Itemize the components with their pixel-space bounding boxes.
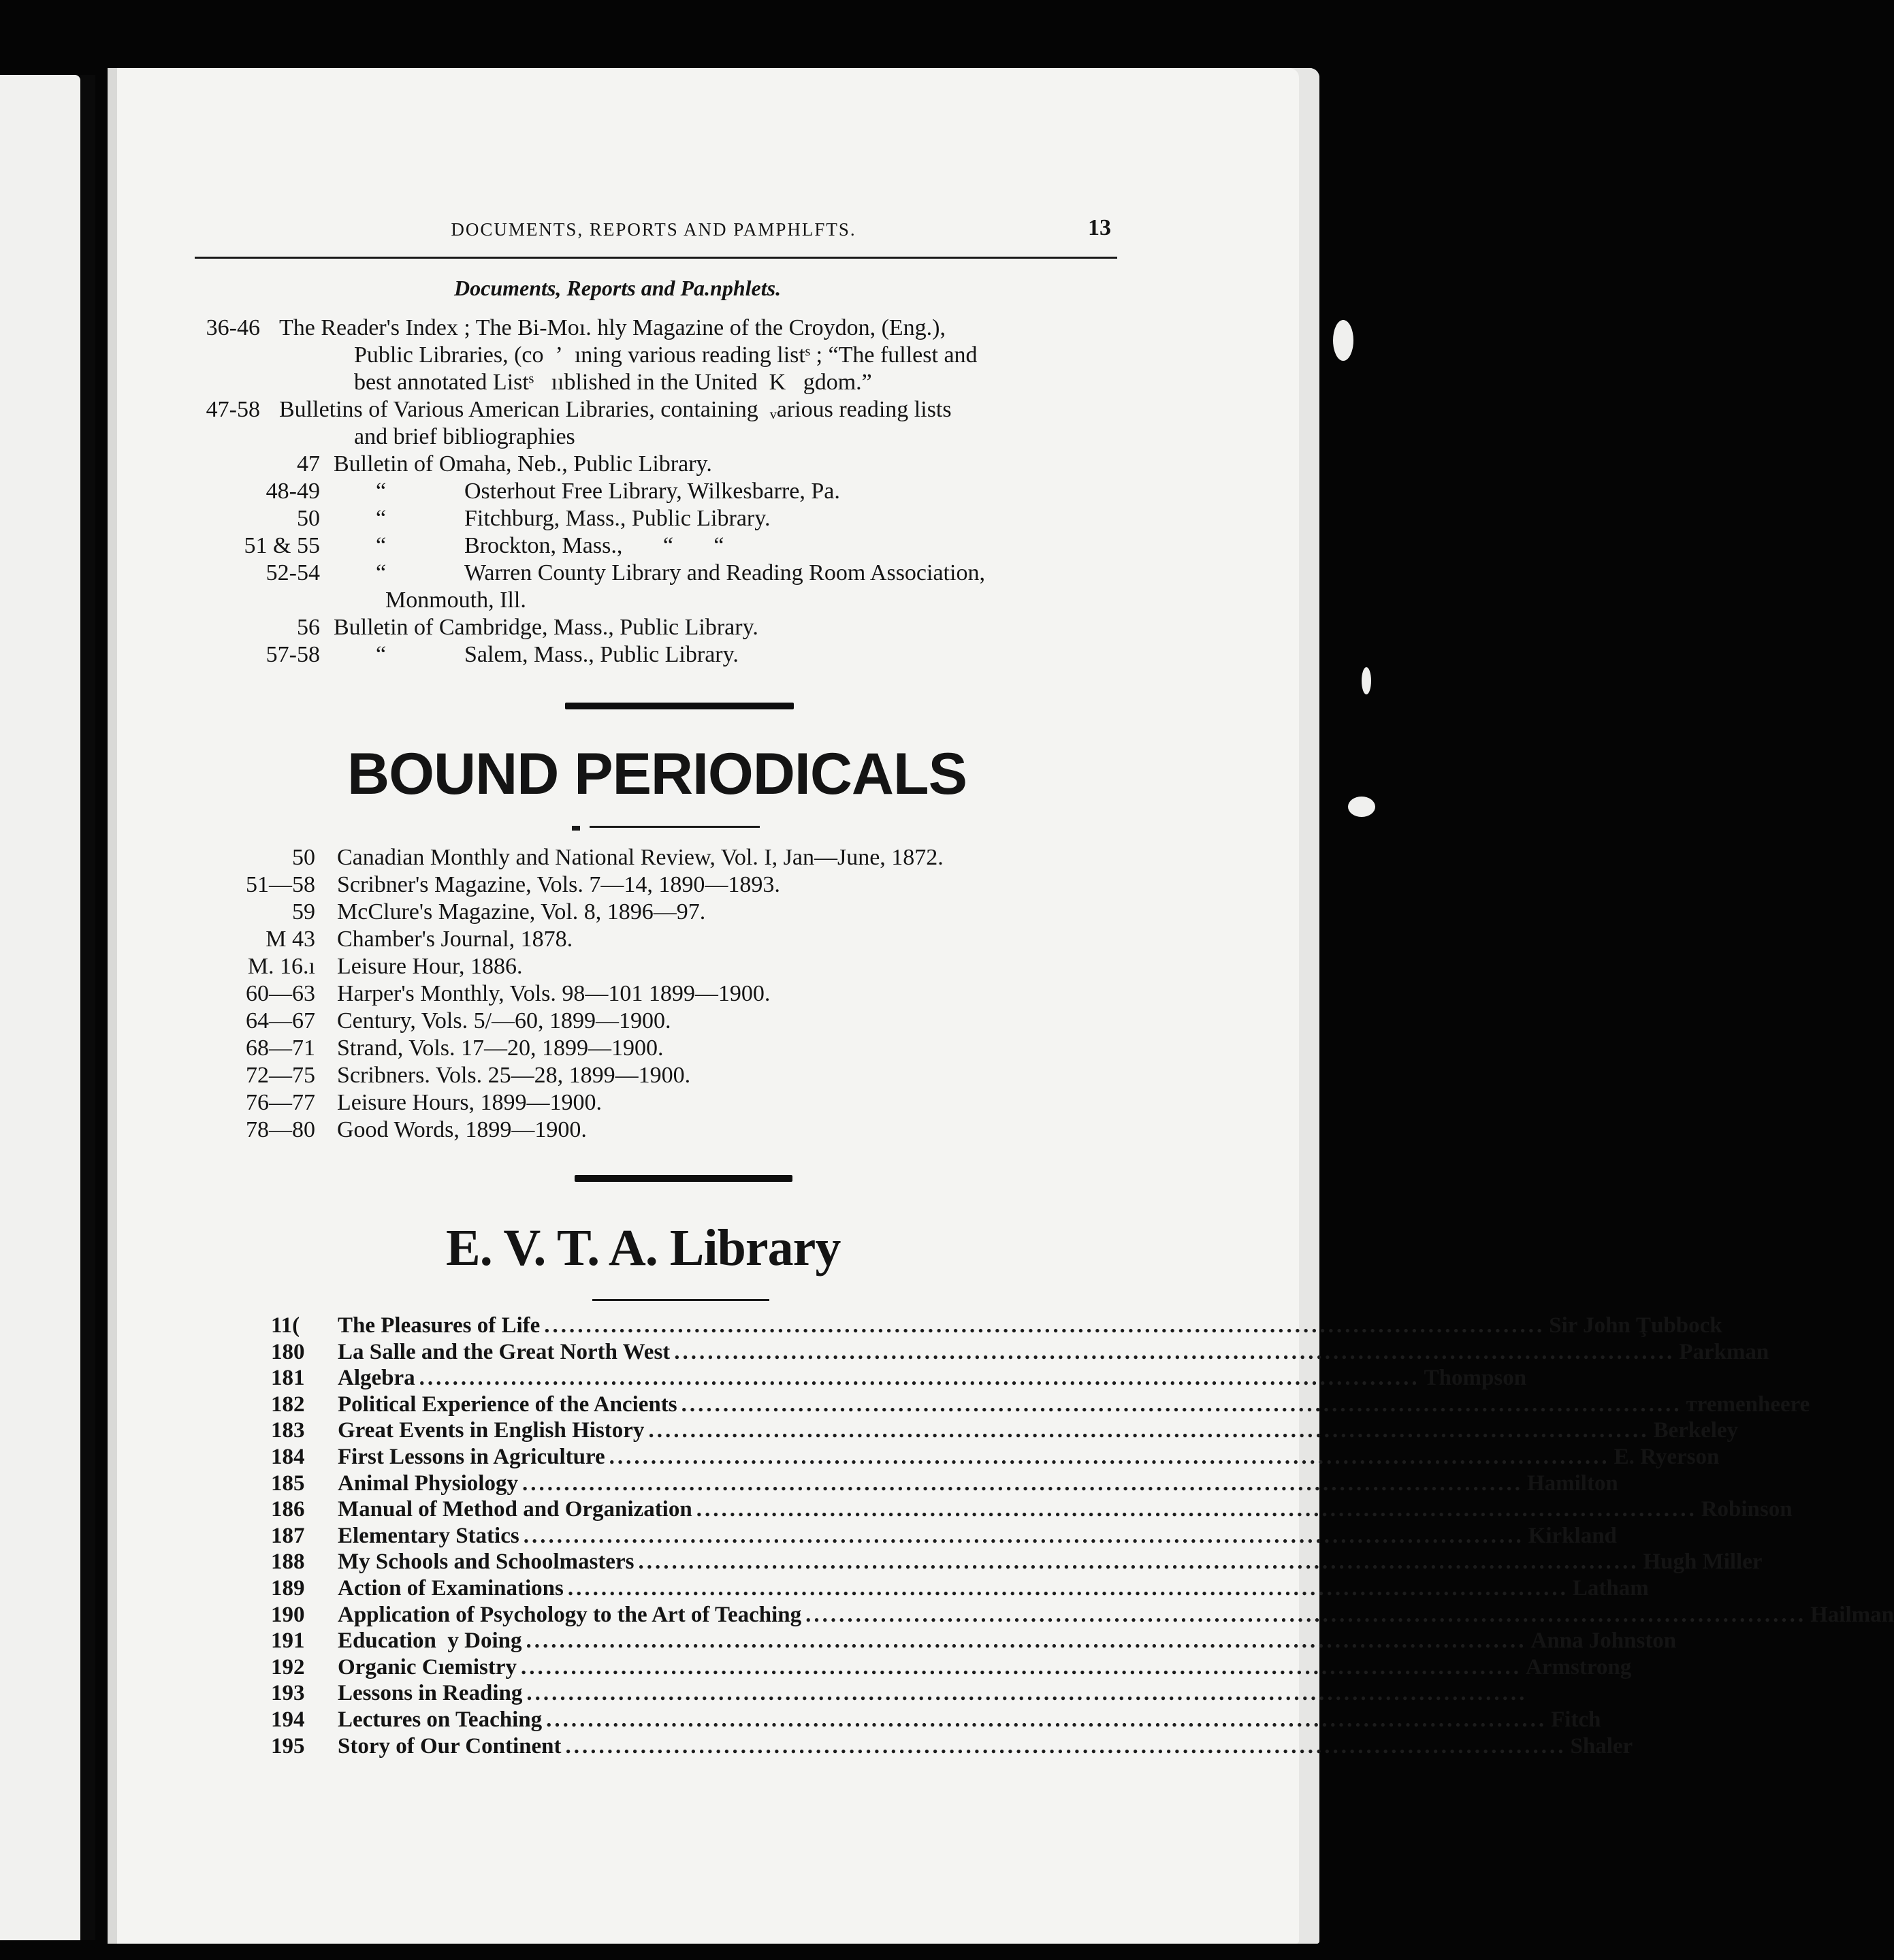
- book-author: Sir John Ţubbock: [1549, 1313, 1722, 1338]
- periodical-entry: [0, 871, 1225, 899]
- entry-line: [338, 1339, 1769, 1365]
- entry-text: Osterhout Free Library, Wilkesbarre, Pa.: [464, 479, 840, 504]
- evta-library-heading: E. V. T. A. Library: [446, 1219, 841, 1276]
- library-entry: [0, 1549, 1763, 1575]
- header-rule: [195, 257, 1117, 259]
- book-title: Organic Cıemistry: [338, 1654, 517, 1680]
- entry-line: [338, 1471, 1618, 1496]
- entry-text: Harpеr's Monthly, Vols. 98—101 1899—1900.: [337, 981, 771, 1006]
- entry-text: The Reader's Index ; The Bi-Moı. hly Magazine of the Croydon, (Eng.),: [279, 315, 946, 340]
- entry-number: 59: [292, 899, 315, 925]
- entry-number: 78—80: [246, 1117, 315, 1142]
- book-author: Hugh Miller: [1643, 1549, 1763, 1575]
- dot-leader: ........................................................................................................................: [609, 1444, 1610, 1469]
- entry-text: best annotated Listˢ ııblished in the United K gdom.”: [354, 370, 872, 395]
- dot-leader: ........................................................................................................................: [526, 1628, 1527, 1654]
- entry-text: Leisure Hours, 1899—1900.: [337, 1090, 603, 1115]
- entry-line: [338, 1444, 1720, 1470]
- entry-line: [338, 1549, 1763, 1575]
- scan-speck-3: [1362, 667, 1371, 694]
- entry-line: [338, 1417, 1739, 1443]
- dot-leader: ........................................................................................................................: [567, 1575, 1569, 1601]
- book-title: Story of Our Continent: [338, 1733, 562, 1758]
- entry-number: 187: [271, 1523, 305, 1548]
- running-head: DOCUMENTS, REPORTS AND PAMPHLFTS.: [451, 219, 856, 240]
- bound-periodicals-heading: BOUND PERIODICALS: [347, 741, 967, 807]
- book-author: Latham: [1572, 1575, 1649, 1601]
- library-entry: [0, 1602, 1894, 1628]
- library-entry: [0, 1680, 1528, 1707]
- entry-number: 76—77: [246, 1090, 315, 1115]
- book-title: Application of Psychology to the Art of Teaching: [338, 1602, 802, 1627]
- entry-text: Salem, Mass., Public Library.: [464, 642, 739, 667]
- book-author: Hamilton: [1526, 1471, 1618, 1496]
- book-author: Armstrong: [1526, 1654, 1632, 1680]
- library-entry: [0, 1392, 1810, 1418]
- entry-number: 181: [271, 1366, 305, 1391]
- document-entry: [0, 369, 1225, 396]
- entry-text: McClure's Magazine, Vol. 8, 1896—97.: [337, 899, 706, 925]
- library-entry: [0, 1707, 1601, 1733]
- book-title: Education y Doing: [338, 1628, 522, 1654]
- book-author: Parkman: [1679, 1339, 1769, 1364]
- book-author: Fitch: [1551, 1707, 1601, 1732]
- document-entry: [0, 532, 1225, 560]
- entry-number: 48-49: [266, 479, 320, 504]
- document-entry: [0, 478, 1225, 505]
- dot-leader: ........................................................................................................................: [648, 1418, 1650, 1443]
- dot-leader: ........................................................................................................................: [681, 1392, 1682, 1417]
- heading-underline-2: [592, 1299, 769, 1301]
- book-title: Political Experience of the Ancients: [338, 1392, 677, 1417]
- entry-text: Warren County Library and Reading Room Association,: [464, 560, 985, 585]
- entry-line: [338, 1654, 1632, 1680]
- heading-underline: [590, 826, 760, 828]
- periodical-entry: [0, 1089, 1225, 1116]
- book-author: Anna Johnston: [1530, 1628, 1677, 1654]
- documents-subtitle: Documents, Reports and Pa.nphlets.: [454, 276, 782, 300]
- dot-leader: ........................................................................................................................: [521, 1654, 1522, 1680]
- book-author: Shaler: [1570, 1733, 1633, 1758]
- entry-text: Bulletins of Various American Libraries, containing ᵥarious reading lists: [279, 397, 952, 422]
- periodicals-list: [0, 844, 1225, 1144]
- entry-number: 50: [292, 845, 315, 870]
- entry-number: 185: [271, 1471, 305, 1496]
- entry-line: [338, 1707, 1601, 1733]
- entry-number: 190: [271, 1602, 305, 1627]
- dot-leader: ........................................................................................................................: [526, 1681, 1528, 1706]
- entry-number: 186: [271, 1497, 305, 1522]
- document-entry: [0, 587, 1225, 614]
- document-entry: [0, 342, 1225, 369]
- book-title: Elementary Statics: [338, 1523, 519, 1548]
- ditto-mark: “: [376, 506, 387, 531]
- library-entry: [0, 1523, 1617, 1549]
- book-title: The Pleasures of Life: [338, 1313, 541, 1338]
- entry-number: 194: [271, 1707, 305, 1732]
- periodical-entry: [0, 980, 1225, 1008]
- document-entry: [0, 315, 1225, 342]
- entry-number: 50: [297, 506, 320, 531]
- book-author: Robinson: [1701, 1497, 1793, 1522]
- entry-line: [338, 1602, 1894, 1628]
- entry-number: 189: [271, 1575, 305, 1601]
- book-author: Hailman: [1810, 1602, 1894, 1627]
- document-entry: [0, 614, 1225, 641]
- section-divider-rule: [565, 703, 794, 709]
- library-entry: [0, 1417, 1739, 1444]
- entry-number: 47-58: [206, 397, 260, 422]
- book-title: First Lessons in Agriculture: [338, 1444, 605, 1469]
- periodical-entry: [0, 1008, 1225, 1035]
- ditto-mark: “: [376, 642, 387, 667]
- periodical-entry: [0, 926, 1225, 953]
- library-entry: [0, 1313, 1722, 1339]
- document-entry: [0, 423, 1225, 451]
- entry-number: 182: [271, 1392, 305, 1417]
- dot-leader: ........................................................................................................................: [544, 1313, 1545, 1338]
- scan-speck-2: [1348, 797, 1375, 817]
- entry-number: 47: [297, 451, 320, 477]
- library-entry: [0, 1444, 1720, 1471]
- entry-line: [338, 1392, 1810, 1417]
- periodical-entry: [0, 1116, 1225, 1144]
- entry-text: Chamber's Journal, 1878.: [337, 927, 573, 952]
- library-entry: [0, 1365, 1527, 1392]
- library-entry: [0, 1628, 1677, 1654]
- entry-line: [338, 1628, 1677, 1654]
- entry-text: Good Words, 1899—1900.: [337, 1117, 587, 1142]
- entry-number: 51—58: [246, 872, 315, 897]
- page-number: 13: [1088, 215, 1111, 240]
- entry-text: Strand, Vols. 17—20, 1899—1900.: [337, 1035, 664, 1061]
- entry-text: Monmouth, Ill.: [385, 588, 526, 613]
- entry-line: [338, 1733, 1633, 1759]
- ditto-mark: “: [376, 479, 387, 504]
- entry-text: Canadian Monthly and National Review, Vol. I, Jan—June, 1872.: [337, 845, 944, 870]
- entry-line: [338, 1313, 1722, 1338]
- entry-number: 51 & 55: [244, 533, 320, 558]
- entry-line: [338, 1496, 1793, 1522]
- library-entry: [0, 1575, 1649, 1602]
- book-title: My Schools and Schoolmasters: [338, 1549, 635, 1575]
- book-title: Animal Physiology: [338, 1471, 518, 1496]
- entry-number: 60—63: [246, 981, 315, 1006]
- library-entry: [0, 1654, 1632, 1681]
- entry-text: Scribner's Magazine, Vols. 7—14, 1890—1893.: [337, 872, 780, 897]
- periodical-entry: [0, 844, 1225, 871]
- entry-number: 11(: [271, 1313, 300, 1338]
- entry-number: 183: [271, 1418, 305, 1443]
- document-entry: [0, 560, 1225, 587]
- entry-number: 192: [271, 1654, 305, 1680]
- periodical-entry: [0, 1062, 1225, 1089]
- entry-line: [338, 1523, 1617, 1549]
- book-title: Great Events in English History: [338, 1418, 645, 1443]
- entry-number: M 43: [266, 927, 315, 952]
- dot-leader: ........................................................................................................................: [523, 1523, 1524, 1548]
- dot-leader: ........................................................................................................................: [638, 1549, 1639, 1575]
- ditto-mark: “: [376, 560, 387, 585]
- book-title: La Salle and the Great North West: [338, 1339, 671, 1364]
- dot-leader: ........................................................................................................................: [546, 1707, 1547, 1732]
- entry-text: and brief bibliographies: [354, 424, 575, 449]
- book-author: Kirkland: [1528, 1523, 1617, 1548]
- documents-list: [0, 315, 1225, 669]
- entry-number: M. 16.ı: [247, 954, 315, 979]
- entry-number: 195: [271, 1733, 305, 1758]
- ditto-mark: “: [376, 533, 387, 558]
- entry-text: Public Libraries, (co ’ ıning various reading listˢ ; “The fullest and: [354, 342, 978, 368]
- entry-number: 36-46: [206, 315, 260, 340]
- entry-number: 56: [297, 615, 320, 640]
- entry-number: 180: [271, 1339, 305, 1364]
- scan-speck: [1333, 320, 1353, 361]
- entry-number: 193: [271, 1681, 305, 1706]
- library-entry: [0, 1496, 1793, 1523]
- entry-text: Century, Vols. 5/—60, 1899—1900.: [337, 1008, 671, 1033]
- entry-line: [338, 1365, 1527, 1391]
- section-divider-rule-2: [575, 1175, 792, 1182]
- entry-number: 188: [271, 1549, 305, 1575]
- book-title: Algebra: [338, 1366, 415, 1391]
- dot-leader: ........................................................................................................................: [419, 1366, 1420, 1391]
- document-entry: [0, 451, 1225, 478]
- library-entry: [0, 1339, 1769, 1366]
- book-title: Manual of Method and Organization: [338, 1497, 692, 1522]
- dot-leader: ........................................................................................................................: [696, 1497, 1697, 1522]
- book-author: Thompson: [1424, 1366, 1527, 1391]
- book-author: ᴛremenheere: [1686, 1392, 1810, 1417]
- document-entry: [0, 641, 1225, 669]
- entry-text: Scribners. Vols. 25—28, 1899—1900.: [337, 1063, 691, 1088]
- document-entry: [0, 505, 1225, 532]
- entry-number: 52-54: [266, 560, 320, 585]
- book-title: Lectures on Teaching: [338, 1707, 543, 1732]
- dot-leader: ........................................................................................................................: [565, 1733, 1567, 1758]
- periodical-entry: [0, 953, 1225, 980]
- entry-number: 68—71: [246, 1035, 315, 1061]
- entry-text: Fitchburg, Mass., Public Library.: [464, 506, 771, 531]
- heading-ornament: [572, 826, 580, 831]
- periodical-entry: [0, 1035, 1225, 1062]
- entry-text: Brockton, Mass., “ “: [464, 533, 724, 558]
- book-title: Lessons in Reading: [338, 1681, 523, 1706]
- book-author: E. Ryerson: [1614, 1444, 1720, 1469]
- dot-leader: ........................................................................................................................: [805, 1602, 1807, 1627]
- entry-number: 191: [271, 1628, 305, 1654]
- entry-line: [338, 1680, 1528, 1706]
- library-entry: [0, 1471, 1618, 1497]
- entry-line: [338, 1575, 1649, 1601]
- entry-number: 184: [271, 1444, 305, 1469]
- periodical-entry: [0, 899, 1225, 926]
- book-author: Berkeley: [1653, 1418, 1739, 1443]
- dot-leader: ........................................................................................................................: [674, 1339, 1675, 1364]
- dot-leader: ........................................................................................................................: [521, 1471, 1523, 1496]
- entry-number: 72—75: [246, 1063, 315, 1088]
- library-list: [0, 1313, 1894, 1759]
- entry-text: Bulletin of Cambridge, Mass., Public Library.: [334, 615, 758, 640]
- entry-number: 57-58: [266, 642, 320, 667]
- entry-text: Leisure Hour, 1886.: [337, 954, 523, 979]
- document-entry: [0, 396, 1225, 423]
- book-title: Action of Examinations: [338, 1575, 564, 1601]
- entry-number: 64—67: [246, 1008, 315, 1033]
- entry-text: Bulletin of Omaha, Neb., Public Library.: [334, 451, 712, 477]
- library-entry: [0, 1733, 1633, 1760]
